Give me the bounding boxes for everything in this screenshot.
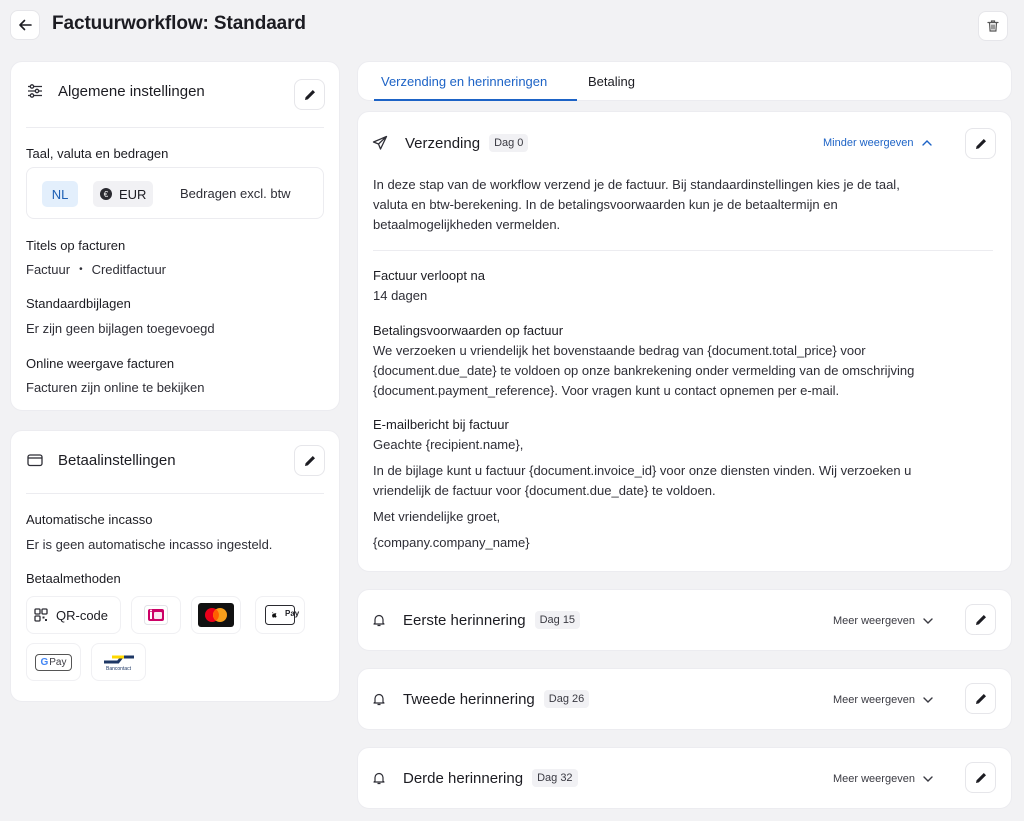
payment-methods-label: Betaalmethoden (26, 571, 121, 586)
day-badge: Dag 15 (535, 611, 580, 629)
reminder-title: Tweede herinnering (403, 690, 535, 708)
qr-code-label: QR-code (56, 607, 109, 623)
edit-reminder-button[interactable] (965, 604, 996, 635)
currency-code: EUR (119, 186, 147, 202)
bell-icon (372, 692, 386, 706)
expires-section (373, 266, 993, 306)
payment-settings-card (10, 430, 340, 702)
verzending-header (372, 134, 528, 152)
reminder-card (357, 589, 1012, 651)
payment-settings-header (26, 451, 176, 469)
edit-verzending-button[interactable] (965, 128, 996, 159)
email-greeting: Geachte {recipient.name}, (373, 437, 524, 452)
email-body-line: vriendelijk de factuur voor {document.due_date} te voldoen. (373, 483, 716, 498)
email-body-line: In de bijlage kunt u factuur {document.invoice_id} voor onze diensten vinden. Wij verzoeken u (373, 463, 912, 478)
ideal-logo (144, 605, 168, 625)
expires-label: Factuur verloopt na (373, 268, 486, 283)
show-more-toggle[interactable] (833, 615, 933, 627)
verzending-card (357, 111, 1012, 572)
general-settings-title: Algemene instellingen (58, 82, 205, 100)
chevron-down-icon (923, 697, 933, 703)
reminder-header (372, 769, 578, 787)
active-tab-indicator (374, 99, 577, 101)
back-button[interactable] (10, 10, 40, 40)
payment-terms-label: Betalingsvoorwaarden op factuur (373, 323, 564, 338)
divider (373, 250, 993, 251)
day-badge: Dag 32 (532, 769, 577, 787)
payment-settings-title: Betaalinstellingen (58, 451, 176, 469)
show-more-label: Meer weergeven (833, 773, 915, 785)
payment-terms-line: {document.due_date} te voldoen op onze bankrekening onder vermelding van de omschrijving (373, 363, 915, 378)
intro-line: In deze stap van de workflow verzend je de factuur. Bij standaardinstellingen kies je de taal, (373, 177, 900, 192)
email-label: E-mailbericht bij factuur (373, 417, 509, 432)
reminder-title: Derde herinnering (403, 769, 524, 787)
attachments-label: Standaardbijlagen (26, 296, 131, 311)
online-view-value: Facturen zijn online te bekijken (26, 380, 205, 395)
title-creditinvoice: Creditfactuur (91, 262, 167, 277)
sliders-icon (26, 82, 44, 100)
euro-coin-icon: € (100, 188, 112, 200)
language-currency-label: Taal, valuta en bedragen (26, 146, 169, 161)
pencil-icon (303, 454, 317, 468)
day-badge: Dag 0 (489, 134, 528, 152)
payment-method-qr-code (26, 596, 121, 634)
intro-line: betaalmogelijkheden vermelden. (373, 217, 561, 232)
show-more-label: Meer weergeven (833, 615, 915, 627)
bancontact-logo (102, 653, 136, 665)
online-view-label: Online weergave facturen (26, 356, 175, 371)
pencil-icon (974, 137, 988, 151)
tab-betaling[interactable]: Betaling (588, 74, 635, 89)
send-icon (372, 135, 388, 151)
reminder-title: Eerste herinnering (403, 611, 526, 629)
pencil-icon (974, 771, 988, 785)
chevron-down-icon (923, 776, 933, 782)
intro-line: valuta en btw-berekening. In de betalingsvoorwaarden kun je de betaaltermijn en (373, 197, 838, 212)
email-section (373, 415, 993, 553)
reminder-card (357, 747, 1012, 809)
language-chip: NL (42, 181, 78, 207)
trash-icon (986, 19, 1000, 33)
google-pay-logo: G Pay (35, 654, 71, 671)
day-badge: Dag 26 (544, 690, 589, 708)
qr-code-icon (34, 608, 48, 622)
edit-general-settings-button[interactable] (294, 79, 325, 110)
title-invoice: Factuur (26, 262, 71, 277)
show-more-toggle[interactable] (833, 694, 933, 706)
title-separator: • (79, 264, 83, 275)
divider (26, 127, 324, 128)
currency-chip (93, 181, 153, 207)
general-settings-card (10, 61, 340, 411)
edit-reminder-button[interactable] (965, 683, 996, 714)
payment-method-google-pay (26, 643, 81, 681)
reminder-header (372, 690, 589, 708)
mastercard-logo (198, 603, 234, 627)
pencil-icon (974, 613, 988, 627)
edit-reminder-button[interactable] (965, 762, 996, 793)
expires-value: 14 dagen (373, 288, 428, 303)
arrow-left-icon (18, 18, 32, 32)
pencil-icon (303, 88, 317, 102)
delete-button[interactable] (978, 11, 1008, 41)
pencil-icon (974, 692, 988, 706)
verzending-title: Verzending (405, 134, 481, 152)
bell-icon (372, 771, 386, 785)
tab-verzending-herinneringen[interactable]: Verzending en herinneringen (381, 74, 548, 89)
show-less-toggle[interactable] (823, 137, 932, 149)
page-title: Factuurworkflow: Standaard (52, 13, 306, 34)
show-less-label: Minder weergeven (823, 137, 914, 149)
email-closing: Met vriendelijke groet, (373, 509, 501, 524)
reminder-header (372, 611, 580, 629)
reminder-card (357, 668, 1012, 730)
direct-debit-value: Er is geen automatische incasso ingesteld. (26, 537, 273, 552)
language-currency-box (26, 167, 324, 219)
bell-icon (372, 613, 386, 627)
divider (26, 493, 324, 494)
general-settings-header (26, 82, 205, 100)
payment-terms-section (373, 321, 993, 401)
show-more-label: Meer weergeven (833, 694, 915, 706)
payment-method-bancontact (91, 643, 146, 681)
payment-terms-line: We verzoeken u vriendelijk het bovenstaande bedrag van {document.total_price} voor (373, 343, 866, 358)
payment-method-ideal (131, 596, 181, 634)
verzending-intro (373, 175, 993, 235)
chevron-down-icon (923, 618, 933, 624)
invoice-titles-value (26, 262, 166, 277)
direct-debit-label: Automatische incasso (26, 512, 153, 527)
wallet-icon (26, 451, 44, 469)
email-signature: {company.company_name} (373, 535, 530, 550)
amounts-mode: Bedragen excl. btw (180, 186, 291, 201)
tabs-bar (357, 61, 1012, 101)
payment-method-apple-pay (255, 596, 305, 634)
edit-payment-settings-button[interactable] (294, 445, 325, 476)
apple-pay-text: Pay (285, 609, 300, 618)
chevron-up-icon (922, 140, 932, 146)
attachments-value: Er zijn geen bijlagen toegevoegd (26, 321, 215, 336)
payment-terms-line: {document.payment_reference}. Voor vragen kunt u contact opnemen per e-mail. (373, 383, 840, 398)
show-more-toggle[interactable] (833, 773, 933, 785)
payment-method-mastercard (191, 596, 241, 634)
invoice-titles-label: Titels op facturen (26, 238, 126, 253)
bancontact-text: Bancontact (105, 665, 132, 672)
